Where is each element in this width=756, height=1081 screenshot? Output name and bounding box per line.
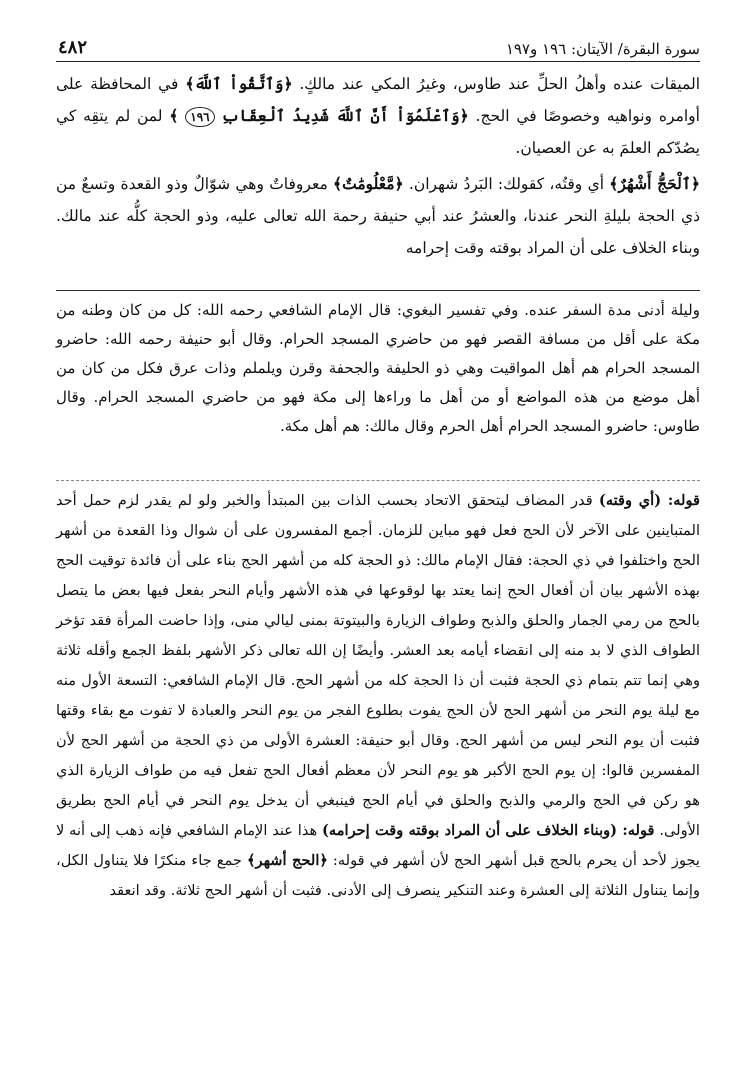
footnote-rule — [56, 290, 700, 291]
commentary-paragraph: قوله: (أي وقته) قدر المضاف ليتحقق الاتحاد بحسب الذات بين المبتدأ والخبر ولو لم يقدر لزم حمل أحد المتباينين على الآخر لأن الحج فعل فهو مباين للزمان. أجمع المفسرون على أن شوال وذا القعدة من أشهر الحج واختلفوا في ذي الحجة: فقال الإمام مالك: ذو الحجة كله من أشهر الحج بناء على أن فائدة توقيت الحج بهذه الأشهر بيان أن أفعال الحج إنما يعتد بها لوقوعها في هذه الأشهر وأيام النحر بفعل فيها بعض ما يتصل بالحج من رمي الجمار والحلق والذبح وطواف الزيارة والبيتوتة بمنى ليالي منى، وإذا حاضت المرأة فقد تؤخر الطواف الذي لا بد منه إلى انقضاء أيامه بعد العشر. وأيضًا إن الله تعالى ذكر الأشهر بلفظ الجمع وأقله ثلاثة وهي إنما تتم بتمام ذي الحجة فثبت أن ذا الحجة كله من أشهر الحج. قال الإمام الشافعي: التسعة الأول منه مع ليلة يوم النحر من أشهر الحج لأن الحج يفوت بطلوع الفجر من يوم النحر والعبادة لا تفوت مع بقاء وقتها فثبت أن يوم النحر ليس من أشهر الحج. وقال أبو حنيفة: العشرة الأولى من ذي الحجة من أشهر الحج لأن المفسرين قالوا: إن يوم الحج الأكبر هو يوم النحر لأن معظم أفعال الحج تفعل فيه من طواف الزيارة الذي هو ركن في الحج والرمي والذبح والحلق في أيام الحج فينبغي أن يدخل يوم النحر في أيام الحج بطريق الأولى. قوله: (وبناء الخلاف على أن المراد بوقته وقت إحرامه) هذا عند الإمام الشافعي فإنه ذهب إلى أنه لا يجوز لأحد أن يحرم بالحج قبل أشهر الحج لأن أشهر في قوله: ﴿الحج أشهر﴾ جمع جاء منكرًا فلا يتناول الكل، وإنما يتناول الثلاثة إلى العشرة وعند التنكير ينصرف إلى الأدنى. فثبت أن أشهر الحج ثلاثة. وقد انعقد — [56, 492, 701, 899]
main-paragraph-1: الميقات عنده وأهلُ الحلِّ عند طاوس، وغيرُ المكي عند مالكٍ. ﴿وَٱتَّقُواْ ٱللَّهَ﴾ في المحافظة على أوامره ونواهيه وخصوصًا في الحج. ﴿وَٱعْلَمُوٓاْ أَنَّ ٱللَّهَ شَدِيدُ ٱلْعِقَابِ ١٩٦ ﴾ لمن لم يتقِه كي يصُدّكم العلمَ به عن العصيان. — [56, 74, 700, 157]
header-rule — [56, 61, 700, 62]
page-number: ٤٨٢ — [58, 37, 88, 58]
keyword-qawluhu: قوله: (وبناء الخلاف على أن المراد بوقته وقت إحرامه) — [322, 822, 655, 839]
running-title: سورة البقرة/ الآيتان: ١٩٦ و١٩٧ — [505, 40, 700, 58]
page-header — [58, 28, 700, 58]
quran-verse: ﴿ٱلْحَجُّ أَشْهُرٌ﴾ — [609, 174, 701, 193]
verse-number-badge: ١٩٦ — [185, 107, 214, 127]
section-separator — [56, 480, 700, 481]
verse-close-bracket: ﴾ — [169, 106, 179, 125]
quran-verse: ﴿الحج أشهر﴾ — [246, 852, 328, 869]
quran-verse: ﴿وَٱعْلَمُوٓاْ أَنَّ ٱللَّهَ شَدِيدُ ٱلْعِقَابِ — [221, 106, 469, 125]
quran-verse: ﴿مَّعْلُومَٰتٌ﴾ — [333, 174, 404, 193]
main-text — [56, 68, 700, 264]
commentary-text — [56, 486, 700, 906]
keyword-qawluhu: قوله: (أي وقته) — [598, 492, 701, 509]
footnote-text: وليلة أدنى مدة السفر عنده. وفي تفسير البغوي: قال الإمام الشافعي رحمه الله: كل من كان وطنه من مكة على أقل من مسافة القصر فهو من حاضري المسجد الحرام. وقال أبو حنيفة رحمه الله: حاضرو المسجد الحرام هم أهل المواقيت وهي ذو الحليفة والجحفة وقرن ويلملم وذات عرق فكل من كان من أهل موضع من هذه المواضع أو من أهل ما وراءها إلى مكة فهو من حاضري المسجد الحرام. وقال طاوس: حاضرو المسجد الحرام أهل الحرم وقال مالك: هم أهل مكة. — [56, 301, 700, 435]
main-paragraph-2: ﴿ٱلْحَجُّ أَشْهُرٌ﴾ أي وقتُه، كقولك: البَردُ شهران. ﴿مَّعْلُومَٰتٌ﴾ معروفاتٌ وهي شوّالٌ وذو القعدة وتسعٌ من ذي الحجة بليلةِ النحر عندنا، والعشرُ عند أبي حنيفة رحمة الله تعالى عليه، وذو الحجة كلُّه عند مالك. وبناء الخلاف على أن المراد بوقته وقت إحرامه — [56, 174, 701, 257]
quran-verse: ﴿وَٱتَّقُواْ ٱللَّهَ﴾ — [185, 74, 293, 93]
